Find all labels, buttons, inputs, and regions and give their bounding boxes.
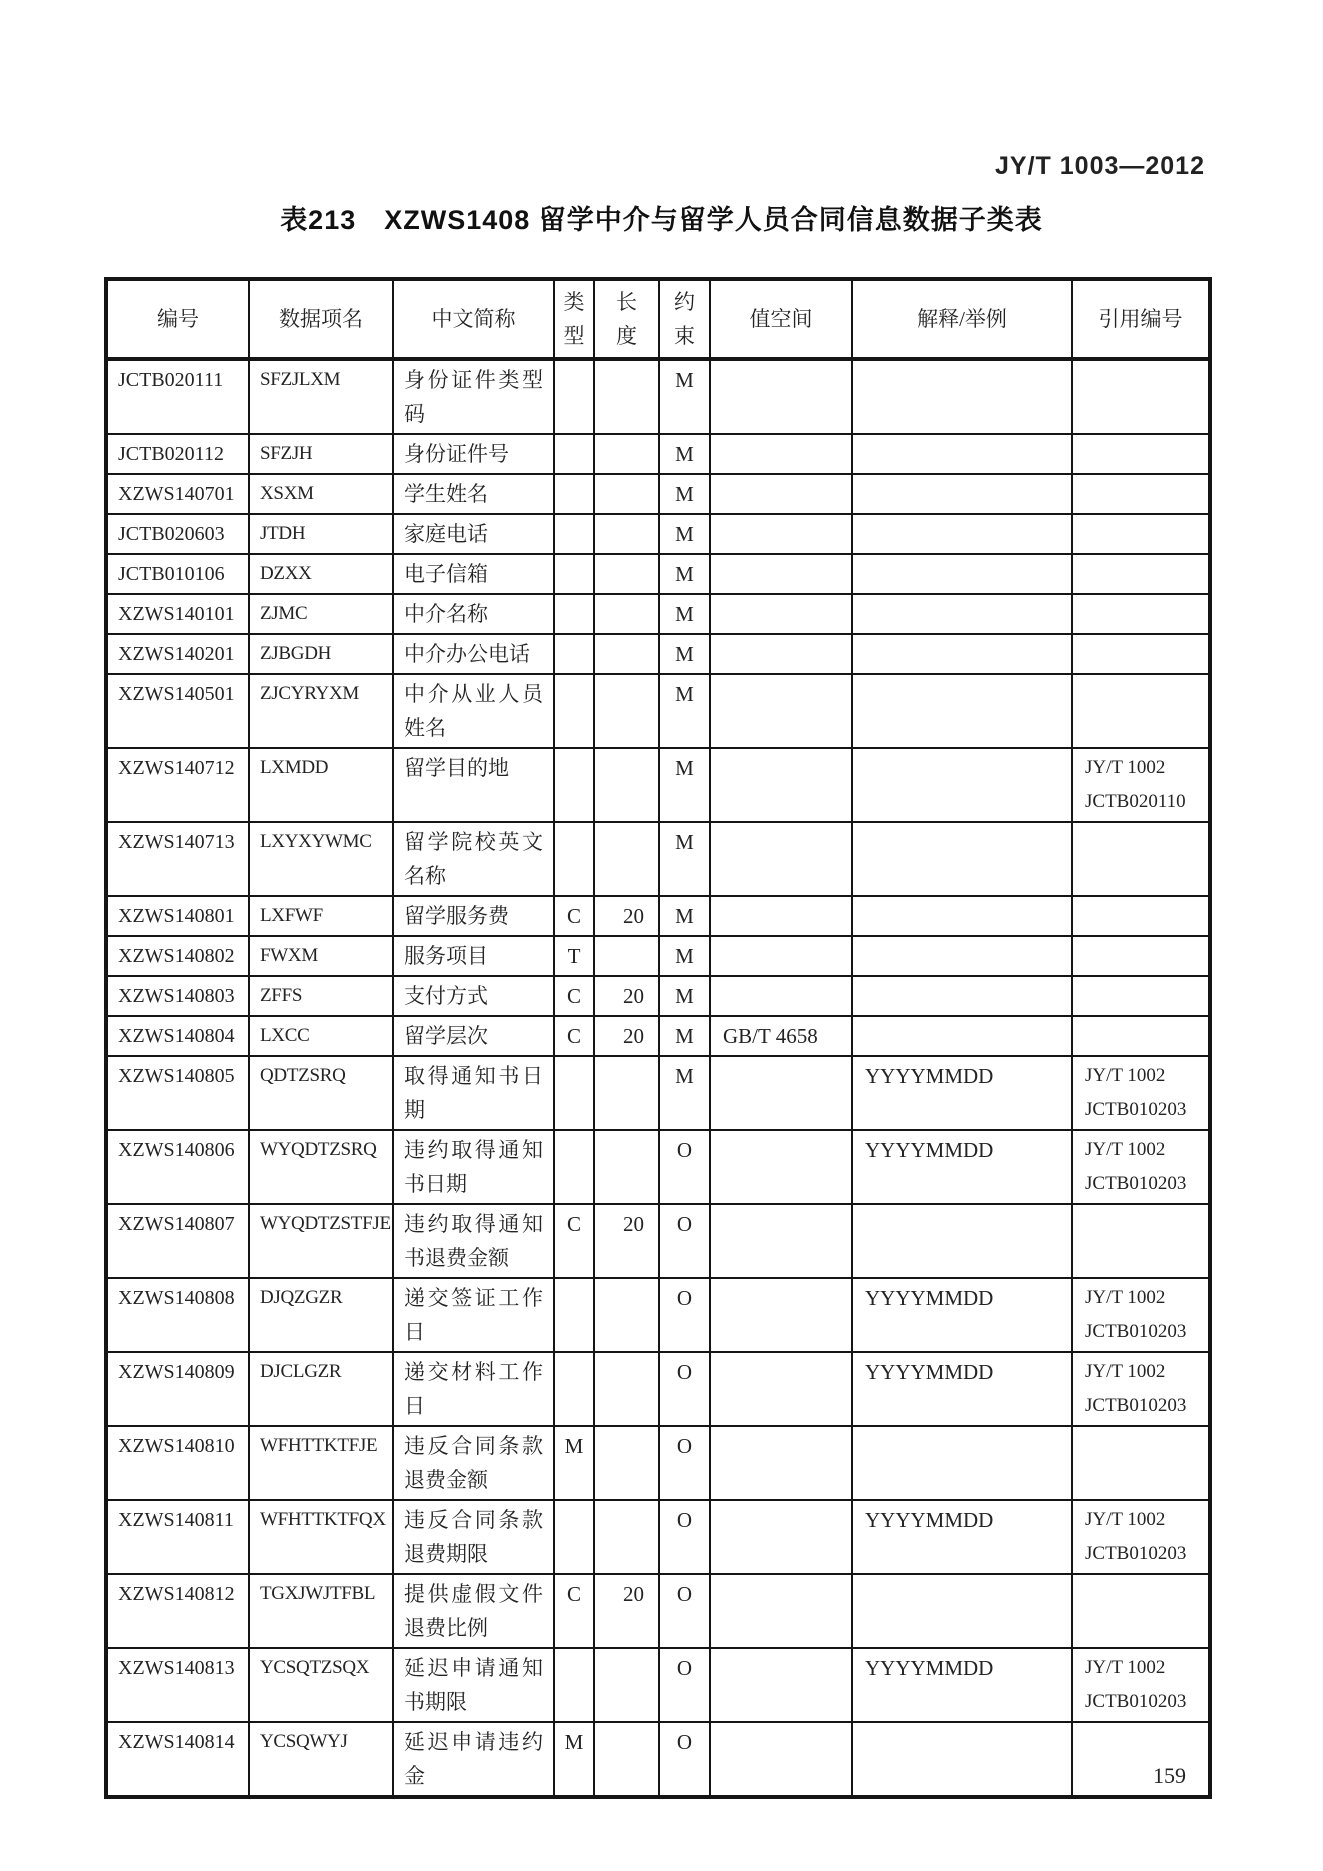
cell-length <box>594 1426 659 1500</box>
cell-item: SFZJH <box>249 434 393 474</box>
cell-id: XZWS140811 <box>106 1500 249 1574</box>
cell-type: M <box>554 1426 594 1500</box>
cell-name: 电子信箱 <box>393 554 554 594</box>
cell-name: 提供虚假文件退费比例 <box>393 1574 554 1648</box>
cell-name: 违反合同条款退费期限 <box>393 1500 554 1574</box>
cell-reference <box>1072 1574 1210 1648</box>
reference-line: JCTB010203 <box>1085 1543 1187 1564</box>
cell-reference <box>1072 1352 1210 1426</box>
cell-id: JCTB020603 <box>106 514 249 554</box>
cell-value-space <box>710 896 852 936</box>
cell-value-space <box>710 514 852 554</box>
cell-item: DJQZGZR <box>249 1278 393 1352</box>
cell-length <box>594 1500 659 1574</box>
cell-name: 延迟申请通知书期限 <box>393 1648 554 1722</box>
cell-value-space <box>710 1574 852 1648</box>
cell-value-space <box>710 1130 852 1204</box>
cell-value-space <box>710 1648 852 1722</box>
cell-value-space <box>710 936 852 976</box>
cell-name: 留学目的地 <box>393 748 554 822</box>
cell-type <box>554 1500 594 1574</box>
cell-length <box>594 674 659 748</box>
cell-item: FWXM <box>249 936 393 976</box>
cell-id: XZWS140701 <box>106 474 249 514</box>
cell-reference <box>1072 748 1210 822</box>
cell-explanation <box>852 936 1072 976</box>
cell-name: 递交材料工作日 <box>393 1352 554 1426</box>
table-row <box>106 1352 1210 1426</box>
cell-value-space <box>710 976 852 1016</box>
col-header-name: 中文简称 <box>393 279 554 359</box>
cell-type: C <box>554 976 594 1016</box>
table-row <box>106 748 1210 822</box>
cell-explanation: YYYYMMDD <box>852 1056 1072 1130</box>
cell-value-space <box>710 434 852 474</box>
cell-name: 留学服务费 <box>393 896 554 936</box>
cell-length: 20 <box>594 896 659 936</box>
cell-type <box>554 1130 594 1204</box>
cell-length <box>594 554 659 594</box>
cell-constraint: O <box>659 1130 710 1204</box>
cell-value-space <box>710 1278 852 1352</box>
cell-constraint: M <box>659 822 710 896</box>
cell-constraint: M <box>659 554 710 594</box>
cell-item: ZJBGDH <box>249 634 393 674</box>
cell-reference <box>1072 1500 1210 1574</box>
table-row <box>106 554 1210 594</box>
cell-length: 20 <box>594 1204 659 1278</box>
cell-reference <box>1072 359 1210 434</box>
cell-type <box>554 748 594 822</box>
cell-explanation <box>852 1016 1072 1056</box>
col-header-constraint: 约束 <box>659 279 710 359</box>
cell-item: LXMDD <box>249 748 393 822</box>
cell-reference <box>1072 896 1210 936</box>
cell-value-space <box>710 554 852 594</box>
table-row <box>106 1130 1210 1204</box>
cell-id: XZWS140501 <box>106 674 249 748</box>
cell-item: LXYXYWMC <box>249 822 393 896</box>
cell-explanation <box>852 1204 1072 1278</box>
cell-explanation <box>852 748 1072 822</box>
cell-explanation <box>852 594 1072 634</box>
cell-length <box>594 1722 659 1797</box>
cell-length <box>594 1352 659 1426</box>
reference-line: JY/T 1002 <box>1085 1361 1166 1382</box>
data-subclass-table <box>104 277 1212 1799</box>
cell-constraint: M <box>659 634 710 674</box>
table-row <box>106 1204 1210 1278</box>
cell-type <box>554 1352 594 1426</box>
cell-constraint: O <box>659 1278 710 1352</box>
col-header-value-space: 值空间 <box>710 279 852 359</box>
cell-explanation <box>852 822 1072 896</box>
table-row <box>106 634 1210 674</box>
cell-explanation <box>852 359 1072 434</box>
cell-type <box>554 434 594 474</box>
cell-reference <box>1072 1722 1210 1797</box>
cell-name: 违约取得通知书退费金额 <box>393 1204 554 1278</box>
cell-value-space <box>710 1056 852 1130</box>
reference-line: JY/T 1002 <box>1085 1287 1166 1308</box>
cell-id: XZWS140101 <box>106 594 249 634</box>
cell-explanation: YYYYMMDD <box>852 1500 1072 1574</box>
cell-type: C <box>554 1016 594 1056</box>
cell-type: M <box>554 1722 594 1797</box>
cell-explanation <box>852 634 1072 674</box>
table-row <box>106 1574 1210 1648</box>
cell-reference <box>1072 1426 1210 1500</box>
cell-value-space <box>710 748 852 822</box>
cell-constraint: M <box>659 474 710 514</box>
reference-line: JY/T 1002 <box>1085 757 1166 778</box>
cell-value-space <box>710 822 852 896</box>
cell-id: JCTB020111 <box>106 359 249 434</box>
cell-id: XZWS140806 <box>106 1130 249 1204</box>
reference-line: JY/T 1002 <box>1085 1657 1166 1678</box>
cell-explanation: YYYYMMDD <box>852 1130 1072 1204</box>
table-row <box>106 434 1210 474</box>
table-row <box>106 359 1210 434</box>
table-row <box>106 674 1210 748</box>
col-header-type: 类型 <box>554 279 594 359</box>
cell-item: WYQDTZSTFJE <box>249 1204 393 1278</box>
cell-name: 支付方式 <box>393 976 554 1016</box>
cell-type <box>554 514 594 554</box>
cell-type <box>554 674 594 748</box>
cell-item: WFHTTKTFQX <box>249 1500 393 1574</box>
cell-constraint: M <box>659 514 710 554</box>
cell-id: XZWS140802 <box>106 936 249 976</box>
cell-type: T <box>554 936 594 976</box>
reference-line: JY/T 1002 <box>1085 1065 1166 1086</box>
cell-id: XZWS140712 <box>106 748 249 822</box>
cell-reference <box>1072 434 1210 474</box>
cell-item: LXCC <box>249 1016 393 1056</box>
cell-length <box>594 1278 659 1352</box>
cell-item: ZJCYRYXM <box>249 674 393 748</box>
cell-reference <box>1072 474 1210 514</box>
cell-item: ZJMC <box>249 594 393 634</box>
cell-constraint: O <box>659 1574 710 1648</box>
reference-line: JCTB010203 <box>1085 1173 1187 1194</box>
table-row <box>106 822 1210 896</box>
cell-item: QDTZSRQ <box>249 1056 393 1130</box>
table-row <box>106 594 1210 634</box>
cell-name: 服务项目 <box>393 936 554 976</box>
cell-constraint: M <box>659 1016 710 1056</box>
cell-constraint: O <box>659 1500 710 1574</box>
cell-name: 身份证件号 <box>393 434 554 474</box>
cell-length <box>594 822 659 896</box>
cell-reference <box>1072 1130 1210 1204</box>
cell-name: 中介名称 <box>393 594 554 634</box>
cell-explanation: YYYYMMDD <box>852 1648 1072 1722</box>
cell-id: XZWS140812 <box>106 1574 249 1648</box>
cell-explanation <box>852 1574 1072 1648</box>
cell-id: XZWS140201 <box>106 634 249 674</box>
cell-name: 家庭电话 <box>393 514 554 554</box>
table-row <box>106 1500 1210 1574</box>
cell-constraint: M <box>659 594 710 634</box>
cell-length <box>594 1056 659 1130</box>
cell-name: 取得通知书日期 <box>393 1056 554 1130</box>
cell-name: 中介从业人员姓名 <box>393 674 554 748</box>
cell-value-space <box>710 1352 852 1426</box>
cell-length <box>594 1130 659 1204</box>
cell-length: 20 <box>594 976 659 1016</box>
cell-constraint: O <box>659 1204 710 1278</box>
cell-constraint: M <box>659 1056 710 1130</box>
cell-name: 违反合同条款退费金额 <box>393 1426 554 1500</box>
table-row <box>106 1016 1210 1056</box>
cell-length <box>594 1648 659 1722</box>
col-header-length: 长度 <box>594 279 659 359</box>
cell-reference <box>1072 1056 1210 1130</box>
cell-constraint: M <box>659 748 710 822</box>
cell-constraint: M <box>659 896 710 936</box>
cell-constraint: O <box>659 1426 710 1500</box>
cell-length <box>594 594 659 634</box>
cell-explanation <box>852 434 1072 474</box>
cell-reference <box>1072 594 1210 634</box>
cell-item: XSXM <box>249 474 393 514</box>
cell-type <box>554 1278 594 1352</box>
cell-reference <box>1072 1278 1210 1352</box>
cell-reference <box>1072 674 1210 748</box>
cell-explanation <box>852 474 1072 514</box>
cell-id: XZWS140713 <box>106 822 249 896</box>
cell-name: 学生姓名 <box>393 474 554 514</box>
cell-reference <box>1072 936 1210 976</box>
cell-id: XZWS140801 <box>106 896 249 936</box>
table-body <box>106 359 1210 1797</box>
cell-name: 身份证件类型码 <box>393 359 554 434</box>
cell-reference <box>1072 554 1210 594</box>
cell-explanation: YYYYMMDD <box>852 1278 1072 1352</box>
cell-explanation <box>852 896 1072 936</box>
cell-item: WYQDTZSRQ <box>249 1130 393 1204</box>
cell-name: 中介办公电话 <box>393 634 554 674</box>
cell-value-space <box>710 1722 852 1797</box>
cell-length <box>594 434 659 474</box>
cell-value-space <box>710 1426 852 1500</box>
cell-item: LXFWF <box>249 896 393 936</box>
cell-item: JTDH <box>249 514 393 554</box>
cell-value-space <box>710 1500 852 1574</box>
cell-value-space <box>710 474 852 514</box>
cell-id: XZWS140810 <box>106 1426 249 1500</box>
reference-line: JCTB010203 <box>1085 1099 1187 1120</box>
cell-value-space <box>710 674 852 748</box>
table-row <box>106 1722 1210 1797</box>
cell-id: XZWS140807 <box>106 1204 249 1278</box>
cell-constraint: M <box>659 976 710 1016</box>
cell-id: XZWS140814 <box>106 1722 249 1797</box>
cell-type <box>554 1648 594 1722</box>
cell-explanation <box>852 514 1072 554</box>
cell-constraint: M <box>659 434 710 474</box>
table-row <box>106 976 1210 1016</box>
cell-name: 留学层次 <box>393 1016 554 1056</box>
cell-item: TGXJWJTFBL <box>249 1574 393 1648</box>
cell-explanation <box>852 674 1072 748</box>
cell-length <box>594 634 659 674</box>
table-row <box>106 1056 1210 1130</box>
cell-length <box>594 474 659 514</box>
cell-id: XZWS140809 <box>106 1352 249 1426</box>
cell-type: C <box>554 1204 594 1278</box>
reference-line: JCTB010203 <box>1085 1691 1187 1712</box>
cell-reference <box>1072 1648 1210 1722</box>
cell-item: SFZJLXM <box>249 359 393 434</box>
cell-explanation <box>852 1722 1072 1797</box>
cell-explanation: YYYYMMDD <box>852 1352 1072 1426</box>
cell-type <box>554 1056 594 1130</box>
cell-item: YCSQTZSQX <box>249 1648 393 1722</box>
cell-type <box>554 474 594 514</box>
cell-reference <box>1072 514 1210 554</box>
col-header-reference: 引用编号 <box>1072 279 1210 359</box>
reference-line: JCTB020110 <box>1085 791 1186 812</box>
cell-id: JCTB020112 <box>106 434 249 474</box>
cell-length <box>594 359 659 434</box>
cell-reference <box>1072 1016 1210 1056</box>
cell-reference <box>1072 822 1210 896</box>
cell-item: WFHTTKTFJE <box>249 1426 393 1500</box>
table-header <box>106 279 1210 359</box>
table-title: 表213 XZWS1408 留学中介与留学人员合同信息数据子类表 <box>280 205 1043 235</box>
cell-constraint: O <box>659 1648 710 1722</box>
col-header-id: 编号 <box>106 279 249 359</box>
table-row <box>106 1426 1210 1500</box>
cell-id: XZWS140805 <box>106 1056 249 1130</box>
reference-line: JCTB010203 <box>1085 1395 1187 1416</box>
cell-reference <box>1072 1204 1210 1278</box>
cell-value-space <box>710 634 852 674</box>
cell-value-space <box>710 1204 852 1278</box>
col-header-explanation: 解释/举例 <box>852 279 1072 359</box>
cell-type <box>554 634 594 674</box>
cell-name: 留学院校英文名称 <box>393 822 554 896</box>
cell-constraint: M <box>659 674 710 748</box>
cell-id: XZWS140803 <box>106 976 249 1016</box>
table-row <box>106 1648 1210 1722</box>
cell-type <box>554 822 594 896</box>
cell-name: 违约取得通知书日期 <box>393 1130 554 1204</box>
cell-item: DJCLGZR <box>249 1352 393 1426</box>
cell-item: DZXX <box>249 554 393 594</box>
cell-explanation <box>852 1426 1072 1500</box>
cell-constraint: O <box>659 1722 710 1797</box>
reference-line: JCTB010203 <box>1085 1321 1187 1342</box>
cell-explanation <box>852 976 1072 1016</box>
table-header-row <box>106 279 1210 359</box>
cell-id: XZWS140813 <box>106 1648 249 1722</box>
cell-constraint: M <box>659 936 710 976</box>
cell-constraint: O <box>659 1352 710 1426</box>
table-row <box>106 1278 1210 1352</box>
cell-name: 延迟申请违约金 <box>393 1722 554 1797</box>
cell-length <box>594 748 659 822</box>
cell-value-space <box>710 594 852 634</box>
cell-reference <box>1072 976 1210 1016</box>
table-row <box>106 936 1210 976</box>
cell-constraint: M <box>659 359 710 434</box>
cell-type <box>554 359 594 434</box>
cell-length: 20 <box>594 1016 659 1056</box>
cell-length <box>594 936 659 976</box>
col-header-item: 数据项名 <box>249 279 393 359</box>
cell-type: C <box>554 1574 594 1648</box>
table-row <box>106 514 1210 554</box>
cell-type: C <box>554 896 594 936</box>
cell-length <box>594 514 659 554</box>
cell-name: 递交签证工作日 <box>393 1278 554 1352</box>
cell-type <box>554 594 594 634</box>
cell-id: XZWS140808 <box>106 1278 249 1352</box>
cell-item: YCSQWYJ <box>249 1722 393 1797</box>
reference-line: JY/T 1002 <box>1085 1139 1166 1160</box>
cell-type <box>554 554 594 594</box>
standard-doc-number: JY/T 1003—2012 <box>995 152 1205 180</box>
cell-reference <box>1072 634 1210 674</box>
table-row <box>106 474 1210 514</box>
cell-value-space <box>710 359 852 434</box>
reference-line: JY/T 1002 <box>1085 1509 1166 1530</box>
cell-id: XZWS140804 <box>106 1016 249 1056</box>
cell-explanation <box>852 554 1072 594</box>
page-number: 159 <box>1153 1763 1186 1788</box>
table-row <box>106 896 1210 936</box>
cell-length: 20 <box>594 1574 659 1648</box>
cell-value-space: GB/T 4658 <box>710 1016 852 1056</box>
cell-item: ZFFS <box>249 976 393 1016</box>
cell-id: JCTB010106 <box>106 554 249 594</box>
